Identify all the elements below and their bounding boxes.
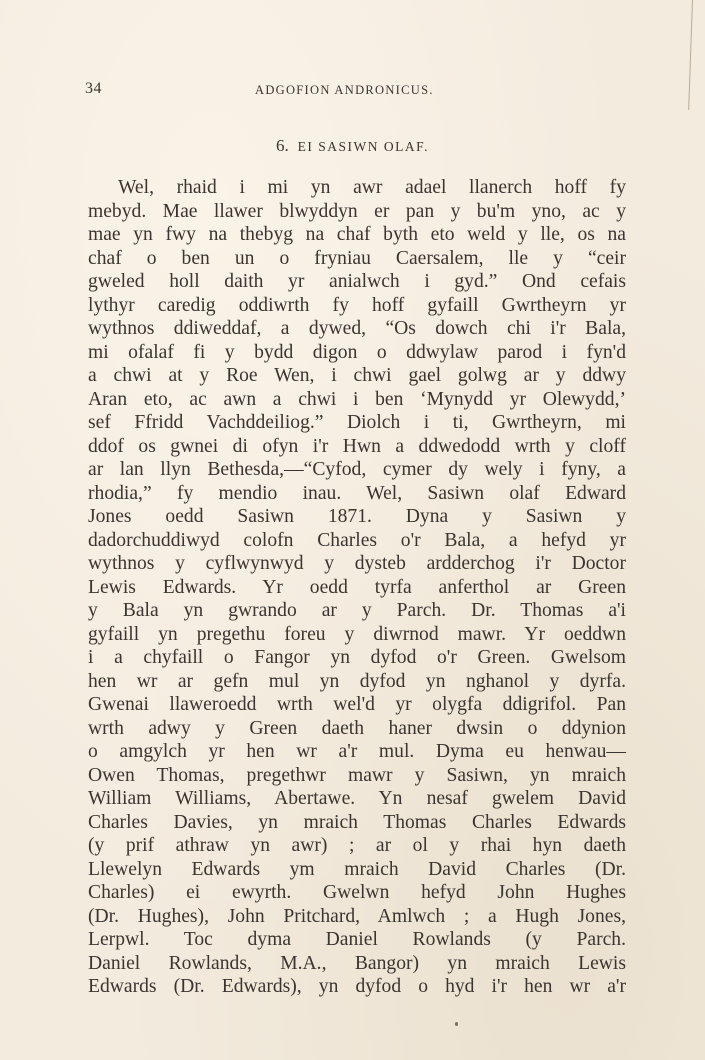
text-line: gweled holl daith yr anialwch i gyd.” Ond cefais	[88, 271, 626, 292]
text-line: Daniel Rowlands, M.A., Bangor) yn mraich Lewis	[88, 952, 626, 974]
chapter-title: EI SASIWN OLAF.	[297, 139, 429, 154]
text-line: William Williams, Abertawe. Yn nesaf gwelem David	[88, 788, 626, 809]
text-line: Llewelyn Edwards ym mraich David Charles (Dr.	[88, 858, 626, 880]
text-line: ddof os gwnei di ofyn i'r Hwn a ddwedodd wrth y cloff	[88, 435, 626, 457]
text-line: mae yn fwy na thebyg na chaf byth eto weld y lle, os na	[88, 224, 626, 245]
chapter-heading	[0, 136, 705, 156]
page-edge-mark	[688, 0, 693, 110]
text-line: Jones oedd Sasiwn 1871. Dyna y Sasiwn y	[88, 506, 626, 527]
text-line: dadorchuddiwyd colofn Charles o'r Bala, a hefyd yr	[88, 529, 626, 551]
page-number: 34	[85, 80, 102, 97]
text-line: a chwi at y Roe Wen, i chwi gael golwg ar y ddwy	[88, 365, 626, 386]
text-line: lythyr caredig oddiwrth fy hoff gyfaill Gwrtheyrn yr	[88, 294, 626, 316]
text-line: chaf o ben un o fryniau Caersalem, lle y “ceir	[88, 247, 626, 269]
text-line: o amgylch yr hen wr a'r mul. Dyma eu henwau—	[88, 741, 626, 762]
running-title: ADGOFION ANDRONICUS.	[255, 83, 434, 97]
ink-speck	[455, 1022, 458, 1026]
running-head	[85, 80, 630, 100]
text-line: wrth adwy y Green daeth haner dwsin o ddynion	[88, 717, 626, 739]
text-line: y Bala yn gwrando ar y Parch. Dr. Thomas a'i	[88, 600, 626, 621]
text-line: hen wr ar gefn mul yn dyfod yn nghanol y dyrfa.	[88, 670, 626, 692]
text-line: Edwards (Dr. Edwards), yn dyfod o hyd i'r hen wr a'r	[88, 976, 626, 997]
text-line: i a chyfaill o Fangor yn dyfod o'r Green. Gwelsom	[88, 647, 626, 668]
text-line: Gwenai llaweroedd wrth wel'd yr olygfa ddigrifol. Pan	[88, 694, 626, 715]
text-line: (Dr. Hughes), John Pritchard, Amlwch ; a Hugh Jones,	[88, 905, 626, 927]
text-line: Charles Davies, yn mraich Thomas Charles Edwards	[88, 811, 626, 833]
chapter-number: 6.	[276, 136, 289, 155]
text-line: (y prif athraw yn awr) ; ar ol y rhai hyn daeth	[88, 835, 626, 856]
text-line: Lerpwl. Toc dyma Daniel Rowlands (y Parch.	[88, 929, 626, 950]
text-line: wythnos ddiweddaf, a dywed, “Os dowch chi i'r Bala,	[88, 318, 626, 339]
text-line: gyfaill yn pregethu foreu y diwrnod mawr. Yr oeddwn	[88, 623, 626, 645]
text-line: sef Ffridd Vachddeiliog.” Diolch i ti, Gwrtheyrn, mi	[88, 412, 626, 433]
text-line: Wel, rhaid i mi yn awr adael llanerch hoff fy	[118, 177, 626, 198]
text-line: Lewis Edwards. Yr oedd tyrfa anferthol ar Green	[88, 576, 626, 598]
text-line: Owen Thomas, pregethwr mawr y Sasiwn, yn mraich	[88, 764, 626, 786]
text-line: mi ofalaf fi y bydd digon o ddwylaw parod i fyn'd	[88, 341, 626, 363]
text-line: rhodia,” fy mendio inau. Wel, Sasiwn olaf Edward	[88, 482, 626, 504]
text-line: ar lan llyn Bethesda,—“Cyfod, cymer dy wely i fyny, a	[88, 459, 626, 480]
text-line: wythnos y cyflwynwyd y dysteb ardderchog i'r Doctor	[88, 553, 626, 574]
text-line: Charles) ei ewyrth. Gwelwn hefyd John Hughes	[88, 882, 626, 903]
text-line: Aran eto, ac awn a chwi i ben ‘Mynydd yr Olewydd,’	[88, 388, 626, 410]
text-line: mebyd. Mae llawer blwyddyn er pan y bu'm yno, ac y	[88, 200, 626, 222]
body-text	[88, 176, 626, 999]
